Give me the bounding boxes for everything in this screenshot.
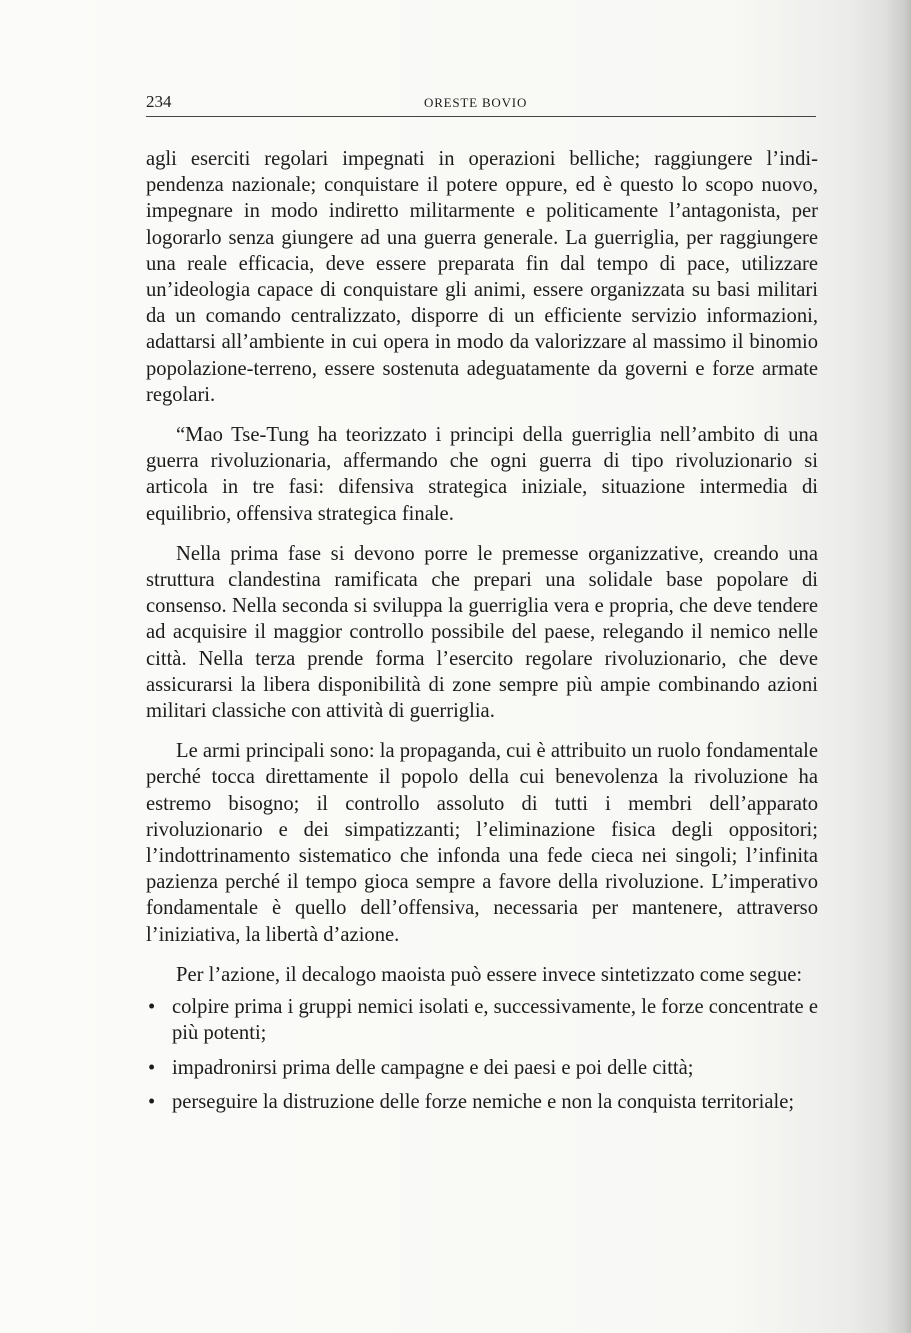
paragraph: agli eserciti regolari impegnati in operazioni belliche; raggiungere l’indipendenza nazionale; conquistare il potere oppure, ed è questo lo scopo nuovo, impegnare in modo indiretto militarmente e politicamente l’antagonista, per logorarlo senza giungere ad una guerra generale. La guerriglia, per raggiungere una reale efficacia, deve essere preparata fin dal tempo di pace, utilizzare un’ideologia capace di conquistare gli animi, essere organizzata su basi militari da un comando centralizzato, disporre di un efficiente servizio informazioni, adattarsi all’ambiente in cui opera in modo da valorizzare al massimo il binomio popolazione-terreno, essere sostenuta adeguatamente da governi e forze armate regolari.: [146, 148, 818, 406]
page-binding-shadow: [885, 0, 911, 1333]
paragraph: Per l’azione, il decalogo maoista può essere invece sintetizzato come segue:: [176, 963, 803, 986]
list-item: [146, 1055, 818, 1081]
list-item-text: perseguire la distruzione delle forze nemiche e non la conquista territoriale;: [172, 1090, 795, 1113]
paragraph: Le armi principali sono: la propaganda, cui è attribuito un ruolo fondamentale perché tocca direttamente il popolo della cui benevolenza la rivoluzione ha estremo bisogno; il controllo assoluto di tutti i membri dell’apparato rivoluzionario e dei simpatizzanti; l’eliminazione fisica degli oppositori; l’indottrinamento sistematico che infonda una fede cieca nei singoli; l’infinita pazienza perché il tempo gioca sempre a favore della rivoluzione. L’imperativo fondamentale è quello dell’offensiva, necessaria per mantenere, attraverso l’iniziativa, la libertà d’azione.: [146, 740, 818, 946]
bullet-list: [146, 994, 818, 1115]
bullet-icon: •: [148, 996, 156, 1019]
list-item-text: colpire prima i gruppi nemici isolati e, successivamente, le forze concentrate e più potenti;: [172, 996, 818, 1045]
body-text: [146, 146, 818, 1123]
list-item: [146, 1089, 818, 1115]
bullet-icon: •: [148, 1056, 156, 1079]
list-item-text: impadronirsi prima delle campagne e dei paesi e poi delle città;: [172, 1056, 694, 1079]
header-rule: [146, 116, 816, 117]
bullet-icon: •: [148, 1090, 156, 1113]
page-number: 234: [146, 92, 172, 111]
paragraph: “Mao Tse-Tung ha teorizzato i principi della guerriglia nell’ambito di una guerra rivoluzionaria, affermando che ogni guerra di tipo rivoluzionario si articola in tre fasi: difensiva strategica iniziale, situazione intermedia di equilibrio, offensiva strategica finale.: [146, 424, 818, 525]
list-item: [146, 994, 818, 1046]
running-head: ORESTE BOVIO: [424, 95, 528, 110]
paragraph: Nella prima fase si devono porre le premesse organizzative, creando una struttura clandestina ramificata che prepari una solidale base popolare di consenso. Nella seconda si sviluppa la guerriglia vera e propria, che deve tendere ad acquisire il maggior controllo possibile del paese, relegando il nemico nelle città. Nella terza prende forma l’esercito regolare rivoluzionario, che deve assicurarsi la libera disponibilità di zone sempre più ampie combinando azioni militari classiche con attività di guerriglia.: [146, 542, 818, 723]
